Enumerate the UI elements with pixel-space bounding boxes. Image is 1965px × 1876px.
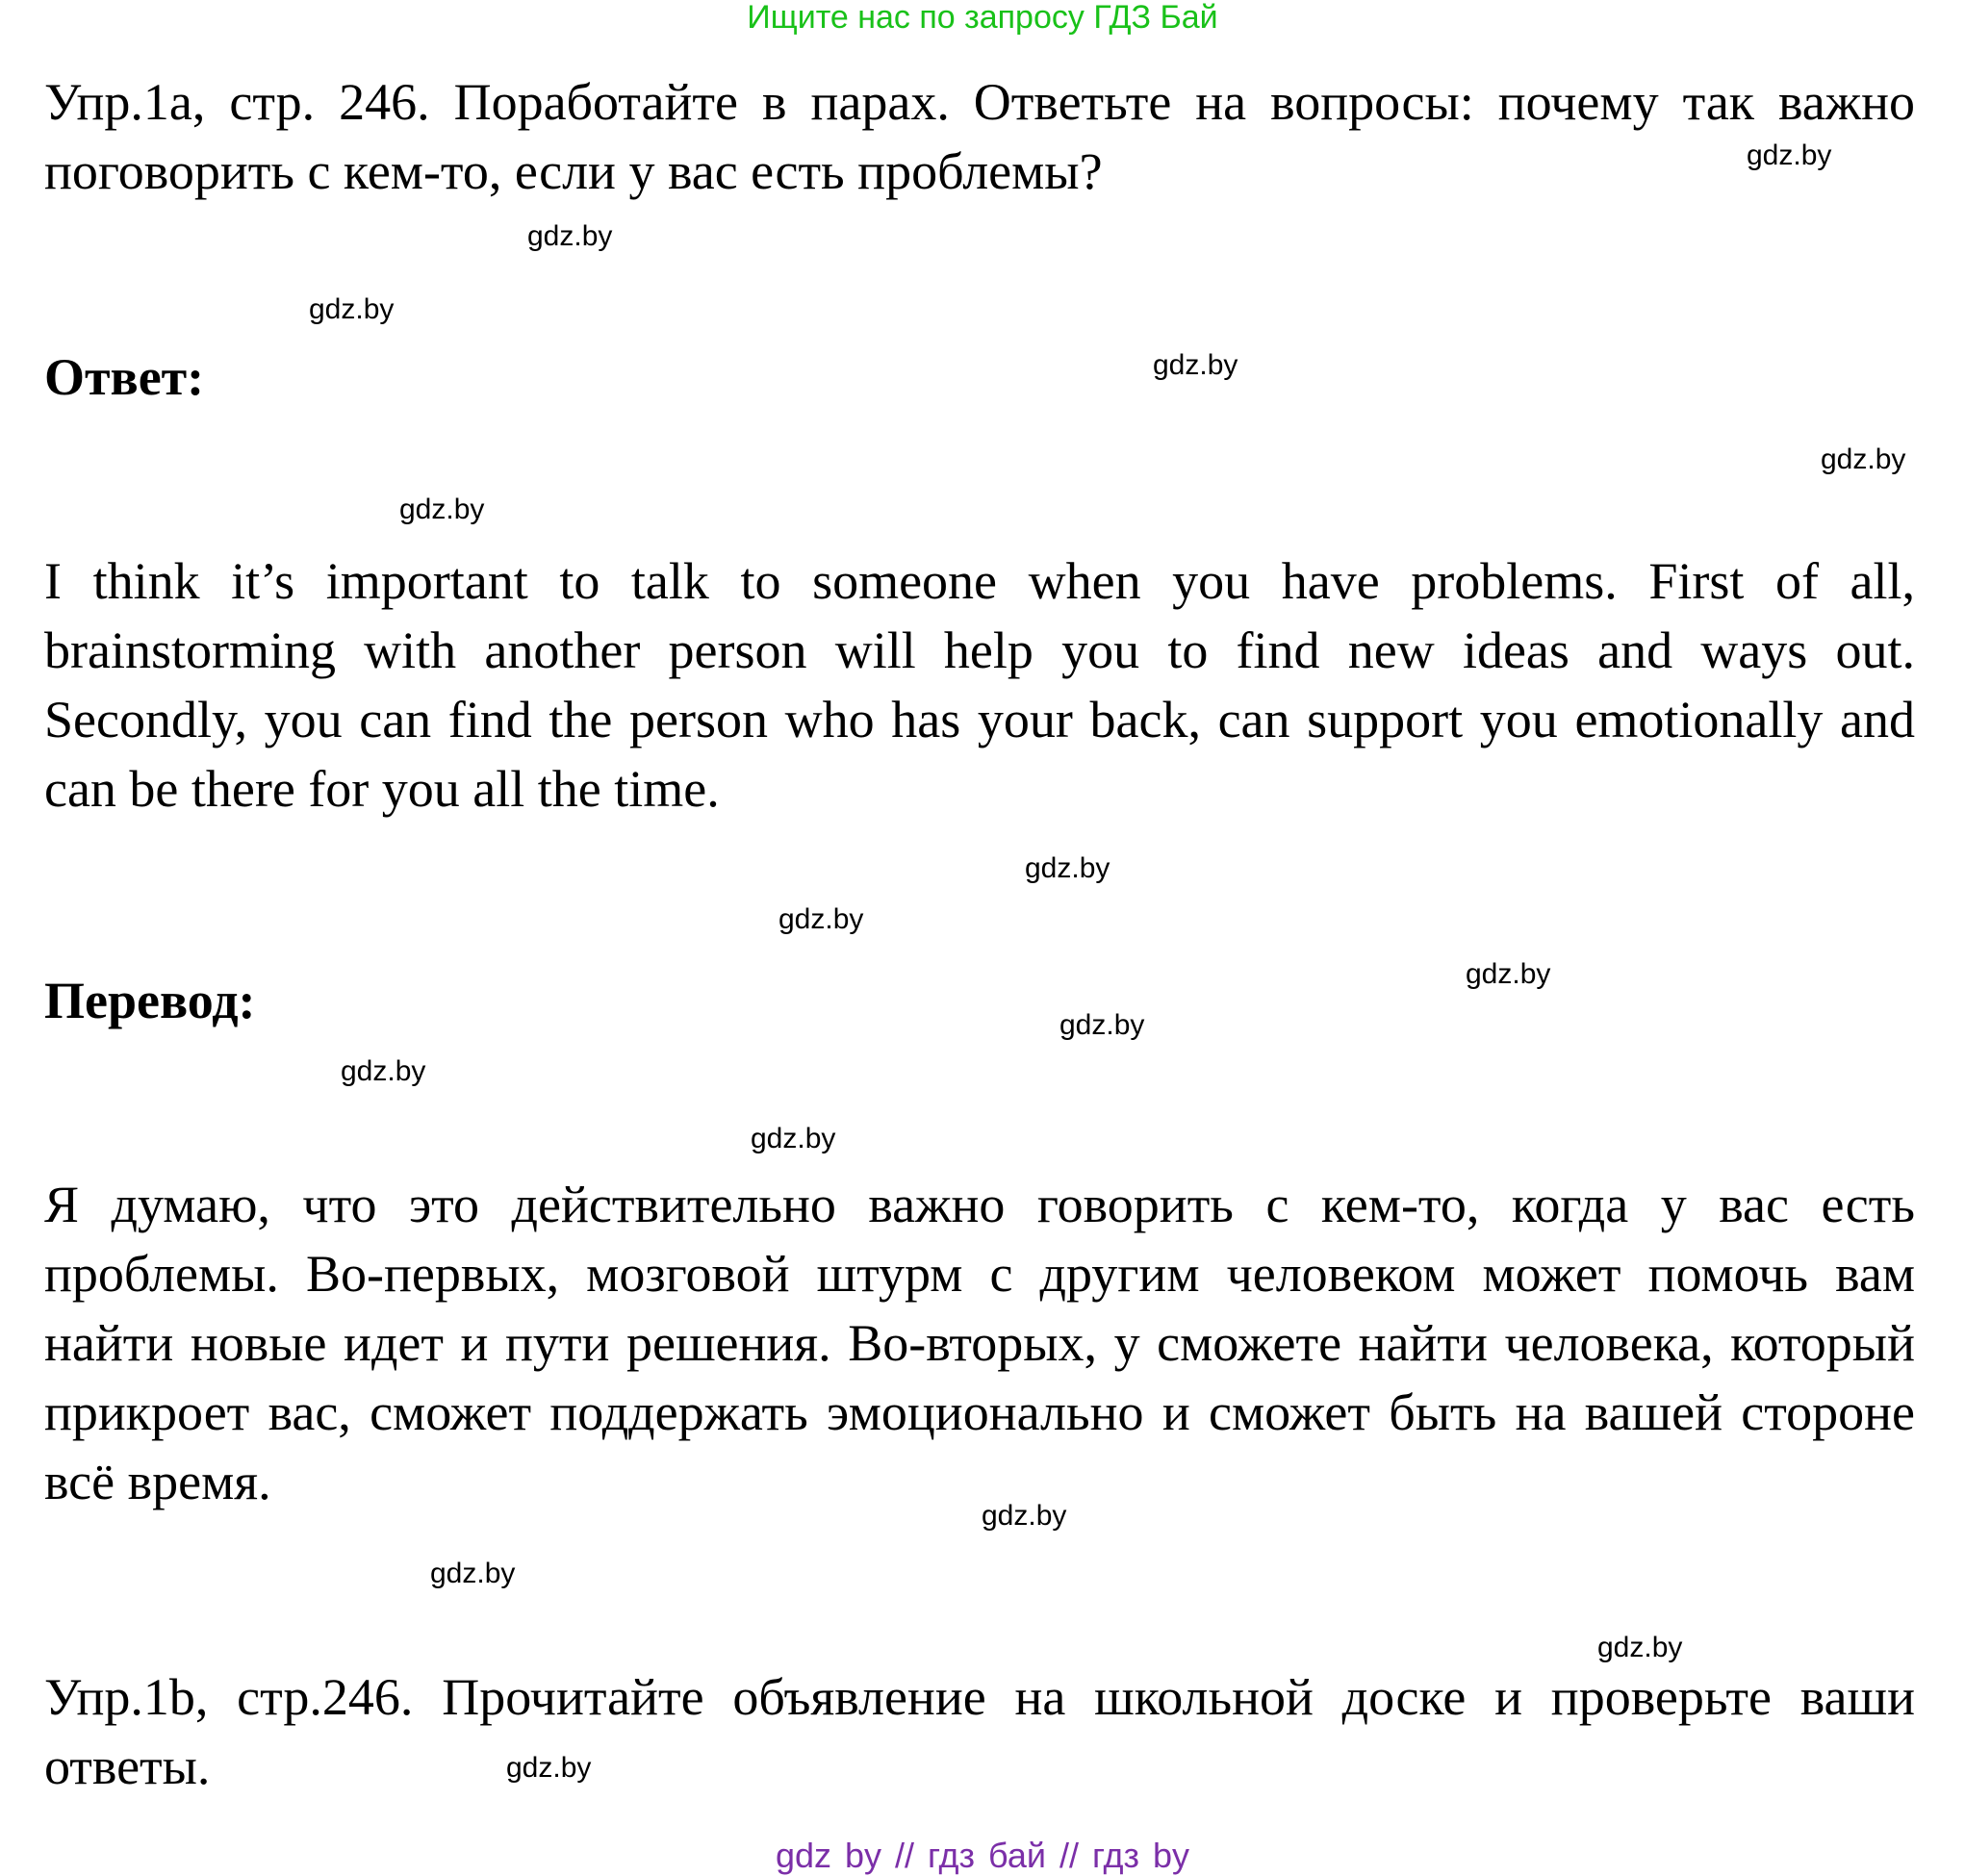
watermark: gdz.by xyxy=(341,1055,426,1087)
answer-text: I think it’s important to talk to someone when you have problems. First of all, brainstorming with another person will help you to find new ideas and ways out. Secondly, you can find the person who has your back, can support you emotionally and can be there for you all the time. xyxy=(44,552,1915,818)
translation-heading: Перевод: xyxy=(44,972,256,1029)
watermark: gdz.by xyxy=(1025,852,1110,884)
watermark: gdz.by xyxy=(1597,1632,1683,1663)
watermark: gdz.by xyxy=(309,293,395,325)
top-banner: Ищите нас по запросу ГДЗ Бай xyxy=(747,0,1218,36)
footer-links: gdz by // гдз бай // гдз by xyxy=(775,1836,1190,1875)
watermark: gdz.by xyxy=(751,1123,836,1154)
watermark: gdz.by xyxy=(778,903,864,935)
watermark: gdz.by xyxy=(399,494,485,525)
answer-heading: Ответ: xyxy=(44,348,205,406)
watermark: gdz.by xyxy=(1466,958,1551,990)
translation-text: Я думаю, что это действительно важно говорить с кем-то, когда у вас есть проблемы. Во-первых, мозговой штурм с другим человеком может помочь вам найти новые идет и пути решения. Во-вторых, у сможете найти человека, который прикроет вас, сможет поддержать эмоционально и сможет быть на вашей стороне всё время. xyxy=(44,1176,1915,1510)
task-1a-text: Упр.1a, стр. 246. Поработайте в парах. Ответьте на вопросы: почему так важно поговорить с кем-то, если у вас есть проблемы? xyxy=(44,73,1915,200)
task-1b-text: Упр.1b, стр.246. Прочитайте объявление на школьной доске и проверьте ваши ответы. xyxy=(44,1668,1915,1795)
watermark: gdz.by xyxy=(1747,139,1832,171)
watermark: gdz.by xyxy=(527,220,613,252)
watermark: gdz.by xyxy=(982,1500,1067,1532)
watermark: gdz.by xyxy=(506,1752,592,1784)
watermark: gdz.by xyxy=(1059,1009,1145,1041)
watermark: gdz.by xyxy=(1153,349,1238,381)
watermark: gdz.by xyxy=(430,1558,516,1589)
watermark: gdz.by xyxy=(1821,444,1906,475)
